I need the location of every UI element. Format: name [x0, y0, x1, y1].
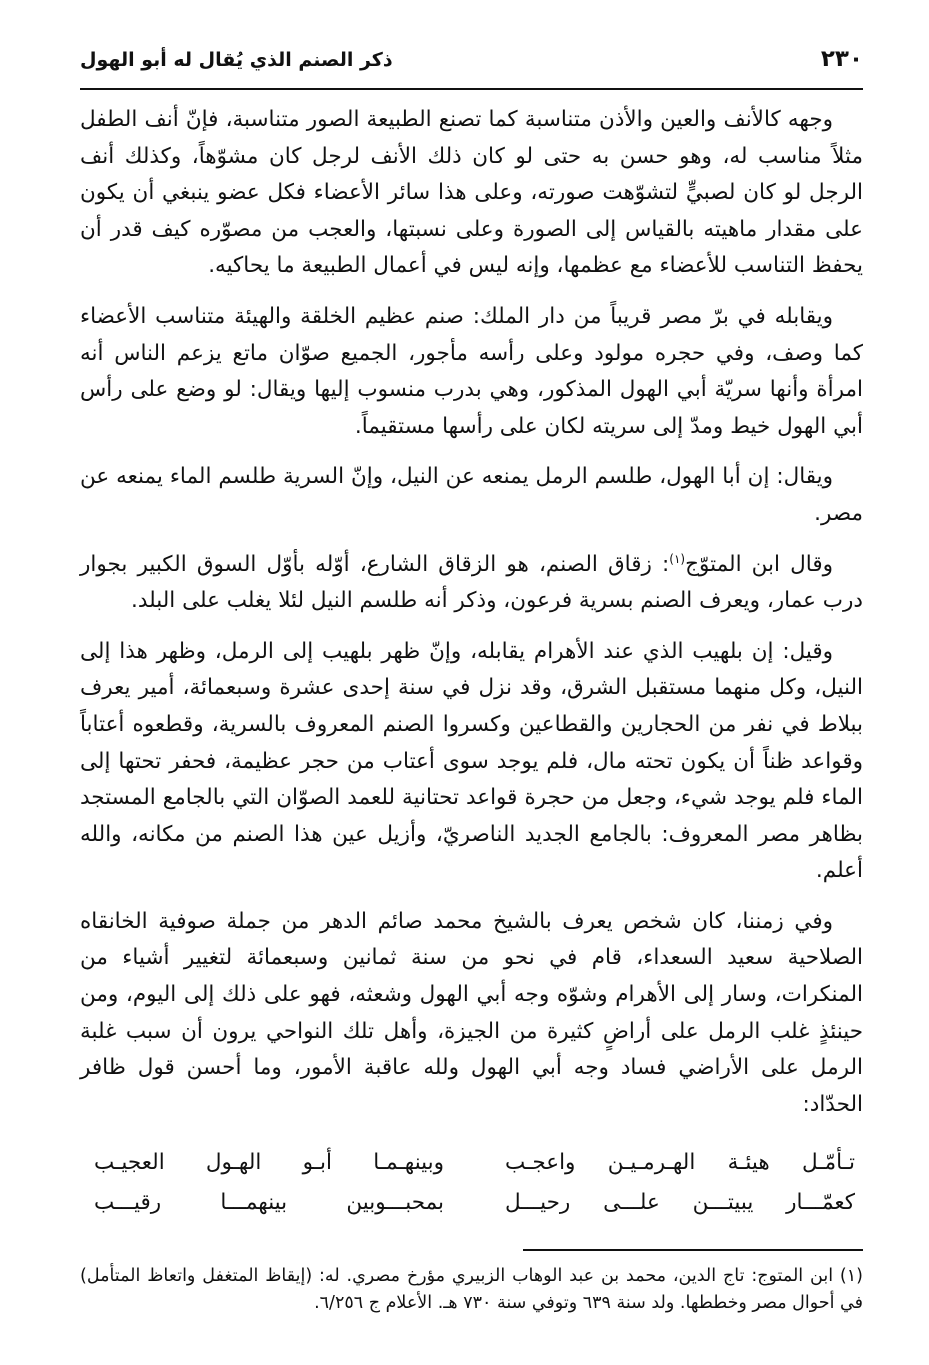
page-body — [80, 102, 863, 1123]
page-header — [80, 46, 863, 90]
page-number: ٢٣٠ — [820, 46, 863, 72]
poem-verse — [80, 1183, 863, 1223]
verse-first-hemistich: كعمّـــار يبيتـــن علـــى رحيـــل — [504, 1190, 855, 1216]
footnote-marker: (١) — [669, 551, 686, 566]
footnote: (١) ابن المتوج: تاج الدين، محمد بن عبد الوهاب الزبيري مؤرخ مصري. له: (إيقاظ المتغفل واتعاظ المتأمل) في أحوال مصر وخططها. ولد سنة ٦٣٩ وتوفي سنة ٧٣٠ هـ. الأعلام ج ٦/٢٥٦. — [80, 1266, 863, 1314]
poem-verse — [80, 1143, 863, 1183]
footnote-divider — [523, 1249, 863, 1251]
paragraph-text-end: : زقاق الصنم، هو الزقاق الشارع، أوّله بأوّل السوق الكبير بجوار درب عمار، ويعرف الصنم بسرية فرعون، وذكر أنه طلسم النيل لئلا يغلب على البلد. — [80, 551, 863, 614]
verse-second-hemistich: وبينهـمـا أبـو الهـول العجيـب — [94, 1150, 445, 1176]
paragraph-with-footnote-ref — [80, 547, 863, 620]
verse-second-hemistich: بمحبـــوبين بينهمـــا رقيـــب — [94, 1190, 445, 1216]
poem — [80, 1143, 863, 1223]
paragraph: وجهه كالأنف والعين والأذن متناسبة كما تصنع الطبيعة الصور متناسبة، فإنّ أنف الطفل مثلاً مناسب له، وهو حسن به حتى لو كان ذلك الأنف لرجل كان مشوّهاً، وكذلك أنف الرجل لو كان لصبيٍّ لتشوّهت صورته، وعلى هذا سائر الأعضاء فكل عضو ينبغي أن يكون على مقدار ماهيته بالقياس إلى الصورة وعلى نسبتها، والعجب من مصوّره كيف قدر أن يحفظ التناسب للأعضاء مع عظمها، وإنه ليس في أعمال الطبيعة ما يحاكيه. — [80, 107, 863, 279]
paragraph: ويقال: إن أبا الهول، طلسم الرمل يمنعه عن النيل، وإنّ السرية طلسم الماء يمنعه عن مصر. — [80, 464, 863, 526]
paragraph: وفي زمننا، كان شخص يعرف بالشيخ محمد صائم الدهر من جملة صوفية الخانقاه الصلاحية سعيد السعداء، قام في نحو من سنة ثمانين وسبعمائة لتغيير أشياء من المنكرات، وسار إلى الأهرام وشوّه وجه أبي الهول وشعثه، فهو على ذلك إلى اليوم، ومن حينئذٍ غلب الرمل على أراضٍ كثيرة من الجيزة، وأهل تلك النواحي يرون أن سبب غلبة الرمل على الأراضي فساد وجه أبي الهول ولله عاقبة الأمور، وما أحسن قول ظافر الحدّاد: — [80, 908, 863, 1117]
paragraph: وقيل: إن بلهيب الذي عند الأهرام يقابله، وإنّ ظهر بلهيب إلى الرمل، وظهر هذا إلى النيل، وكل منهما مستقبل الشرق، وقد نزل في سنة إحدى عشرة وسبعمائة، أمير يعرف ببلاط في نفر من الحجارين والقطاعين وكسروا الصنم المعروف بالسرية، وقطعوه أعتاباً وقواعد ظناً أن يكون تحته مال، فلم يوجد سوى أعتاب من حجر عظيمة، فحفر تحتها إلى الماء فلم يوجد شيء، وجعل من حجرة قواعد تحتانية للعمد الصوّان التي بالجامع المستجد بظاهر مصر المعروف: بالجامع الجديد الناصريّ، وأزيل عين هذا الصنم من مكانه، والله أعلم. — [80, 638, 863, 884]
paragraph: ويقابله في برّ مصر قريباً من دار الملك: صنم عظيم الخلقة والهيئة متناسب الأعضاء كما وصف، وفي حجره مولود وعلى رأسه مأجور، الجميع صوّان ماتع يزعم الناس أنه امرأة وأنها سريّة أبي الهول المذكور، وهي بدرب منسوب إليها ويقال: لو وضع على رأس أبي الهول خيط ومدّ إلى سريته لكان على رأسها مستقيماً. — [80, 303, 863, 439]
verse-first-hemistich: تـأمّـل هيئـة الهـرمـيـن واعجـب — [504, 1150, 855, 1176]
running-title: ذكر الصنم الذي يُقال له أبو الهول — [80, 49, 393, 71]
paragraph-text-start: وقال ابن المتوّج — [685, 551, 833, 577]
